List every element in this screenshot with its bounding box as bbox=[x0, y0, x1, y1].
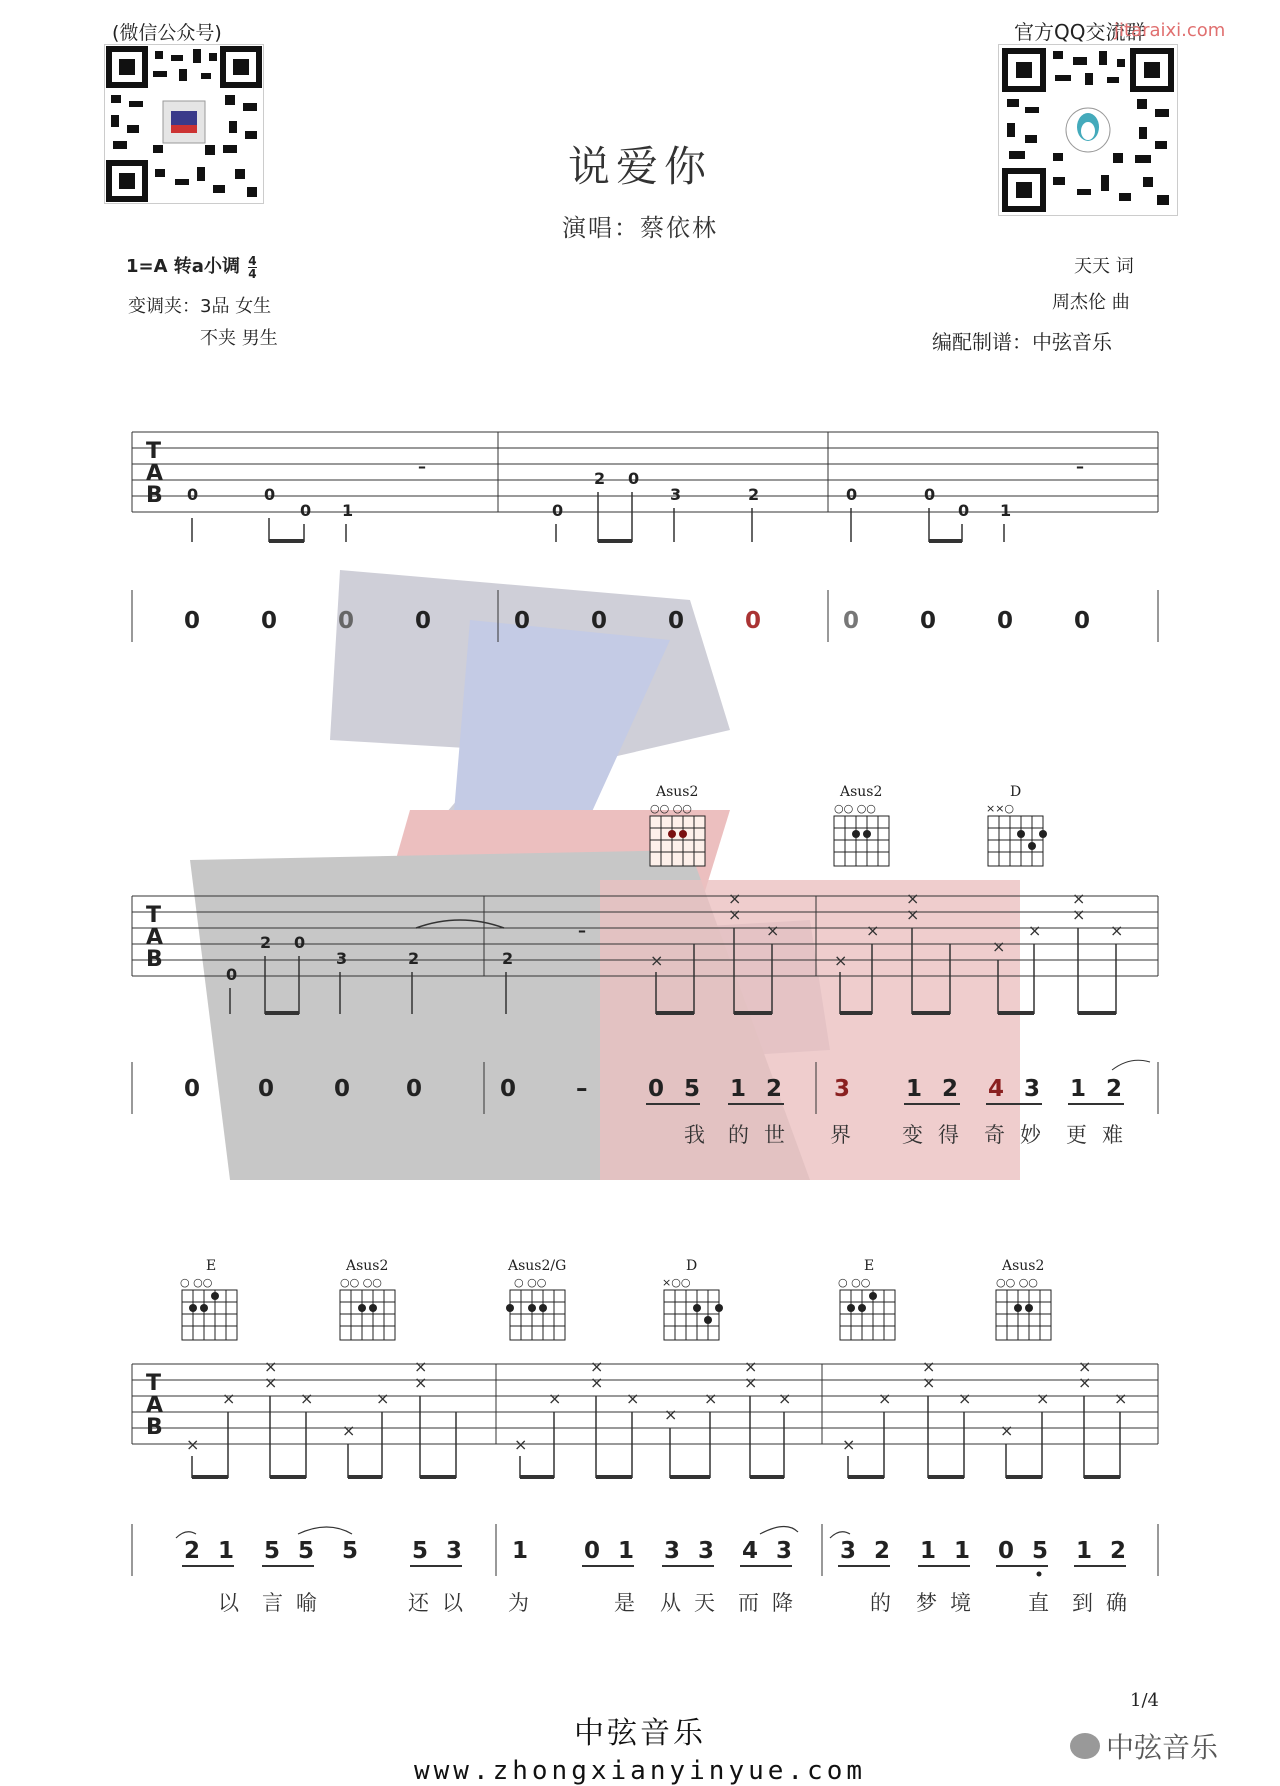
svg-text:–: – bbox=[418, 457, 426, 476]
time-signature bbox=[248, 255, 256, 280]
svg-text:0: 0 bbox=[300, 501, 312, 520]
capo-info-2: 不夹 男生 bbox=[200, 328, 278, 349]
svg-text:3: 3 bbox=[670, 485, 682, 504]
svg-text:○○ ○○: ○○ ○○ bbox=[650, 802, 692, 815]
tab-letters: B bbox=[146, 947, 163, 972]
lyric: 直 bbox=[1028, 1591, 1049, 1615]
numbered-notation-2 bbox=[184, 1076, 1122, 1102]
chord-diagrams-row-3 bbox=[0, 1254, 1280, 1344]
svg-text:×: × bbox=[922, 1373, 936, 1392]
lyric: 是 bbox=[614, 1591, 635, 1615]
svg-text:×: × bbox=[728, 905, 742, 924]
numbered-notation-1 bbox=[184, 608, 1090, 634]
lyricist-credit: 天天 词 bbox=[1074, 256, 1134, 277]
svg-text:2: 2 bbox=[502, 949, 514, 968]
svg-text:1: 1 bbox=[1000, 501, 1012, 520]
lyric: 境 bbox=[950, 1591, 971, 1615]
note: 0 bbox=[338, 608, 355, 634]
svg-text:○ ○○: ○ ○○ bbox=[838, 1276, 871, 1289]
svg-text:×: × bbox=[650, 951, 664, 970]
svg-text:×: × bbox=[342, 1421, 356, 1440]
svg-text:○ ○○: ○ ○○ bbox=[514, 1276, 547, 1289]
lyric: 而 bbox=[738, 1591, 759, 1615]
svg-text:×: × bbox=[842, 1435, 856, 1454]
svg-text:×: × bbox=[222, 1389, 236, 1408]
note: 3 bbox=[664, 1538, 681, 1564]
lyric: 降 bbox=[772, 1591, 793, 1615]
note: 1 bbox=[618, 1538, 635, 1564]
note: 4 bbox=[742, 1538, 759, 1564]
svg-text:×: × bbox=[922, 1357, 936, 1376]
lyric: 喻 bbox=[296, 1591, 317, 1615]
svg-text:×: × bbox=[1028, 921, 1042, 940]
svg-text:×: × bbox=[664, 1405, 678, 1424]
tab-letters: B bbox=[146, 1415, 163, 1440]
singer-credit: 演唱：蔡依林 bbox=[562, 214, 718, 242]
key-label: 1=A 转a小调 bbox=[126, 256, 240, 277]
svg-text:×: × bbox=[704, 1389, 718, 1408]
note: 0 bbox=[514, 608, 531, 634]
numbered-notation-3 bbox=[184, 1538, 1126, 1564]
svg-text:○○ ○○: ○○ ○○ bbox=[834, 802, 876, 815]
svg-text:×: × bbox=[1072, 905, 1086, 924]
svg-text:0: 0 bbox=[628, 469, 640, 488]
wechat-icon bbox=[1070, 1733, 1100, 1759]
chord-name: E bbox=[864, 1258, 875, 1274]
note: – bbox=[576, 1076, 588, 1102]
lyric: 天 bbox=[694, 1591, 715, 1615]
svg-text:2: 2 bbox=[594, 469, 606, 488]
svg-text:0: 0 bbox=[187, 485, 199, 504]
svg-text:×: × bbox=[626, 1389, 640, 1408]
time-sig-bottom: 4 bbox=[248, 266, 257, 281]
note: 1 bbox=[954, 1538, 971, 1564]
svg-text:×: × bbox=[1072, 889, 1086, 908]
tab-letters: T bbox=[146, 903, 162, 928]
svg-text:×: × bbox=[300, 1389, 314, 1408]
note: 0 bbox=[500, 1076, 517, 1102]
note: 1 bbox=[906, 1076, 923, 1102]
svg-text:○○ ○○: ○○ ○○ bbox=[340, 1276, 382, 1289]
svg-text:×: × bbox=[264, 1373, 278, 1392]
svg-text:×: × bbox=[728, 889, 742, 908]
tab-system-2 bbox=[0, 884, 1280, 1174]
note: 0 bbox=[334, 1076, 351, 1102]
tab-letters: A bbox=[146, 1393, 164, 1418]
key-signature bbox=[126, 252, 257, 280]
note: 2 bbox=[942, 1076, 959, 1102]
lyrics-line-3 bbox=[218, 1591, 1127, 1615]
tab-letters: A bbox=[146, 925, 164, 950]
lyric: 到 bbox=[1072, 1591, 1093, 1615]
note: 0 bbox=[184, 1076, 201, 1102]
lyric: 的 bbox=[870, 1591, 891, 1615]
song-title: 说爱你 bbox=[567, 142, 712, 191]
svg-text:×: × bbox=[1078, 1373, 1092, 1392]
composer-credit: 周杰伦 曲 bbox=[1052, 292, 1130, 313]
lyric: 世 bbox=[764, 1123, 785, 1147]
note: 4 bbox=[988, 1076, 1005, 1102]
svg-text:0: 0 bbox=[294, 933, 306, 952]
note: 3 bbox=[1024, 1076, 1041, 1102]
chord-e-diagram bbox=[180, 1258, 237, 1340]
chord-name: Asus2 bbox=[1002, 1258, 1045, 1274]
capo-info-1: 变调夹：3品 女生 bbox=[128, 296, 272, 317]
lyric: 界 bbox=[830, 1123, 851, 1147]
lyric: 确 bbox=[1106, 1591, 1127, 1615]
chord-name: Asus2 bbox=[656, 784, 699, 800]
note: 5 bbox=[342, 1538, 359, 1564]
qq-group-label: 官方QQ交流群 bbox=[1014, 20, 1146, 44]
svg-text:×: × bbox=[590, 1357, 604, 1376]
note: 1 bbox=[218, 1538, 235, 1564]
chord-name: D bbox=[686, 1258, 698, 1274]
svg-text:×: × bbox=[414, 1357, 428, 1376]
note: 3 bbox=[698, 1538, 715, 1564]
note: 0 bbox=[648, 1076, 665, 1102]
lyric: 奇 bbox=[984, 1123, 1005, 1147]
note: 1 bbox=[512, 1538, 529, 1564]
svg-text:×: × bbox=[906, 905, 920, 924]
lyric: 为 bbox=[508, 1591, 529, 1615]
svg-text:1: 1 bbox=[342, 501, 354, 520]
svg-text:×: × bbox=[744, 1357, 758, 1376]
lyric: 难 bbox=[1102, 1123, 1123, 1147]
note: 1 bbox=[730, 1076, 747, 1102]
chord-asus2-diagram bbox=[650, 784, 705, 866]
lyric: 言 bbox=[262, 1591, 283, 1615]
tab-system-1 bbox=[0, 420, 1280, 660]
lyric: 从 bbox=[660, 1591, 681, 1615]
note: 0 bbox=[261, 608, 278, 634]
svg-text:×: × bbox=[778, 1389, 792, 1408]
tab-letters: T bbox=[146, 1371, 162, 1396]
note: 0 bbox=[1074, 608, 1091, 634]
lyric: 更 bbox=[1066, 1123, 1087, 1147]
chord-asus2-diagram bbox=[996, 1258, 1051, 1340]
strum-x-marks bbox=[650, 889, 1123, 970]
svg-text:0: 0 bbox=[264, 485, 276, 504]
tab-fret-numbers bbox=[226, 921, 586, 984]
note: 0 bbox=[584, 1538, 601, 1564]
tab-letters: A bbox=[146, 461, 164, 486]
lyrics-line-2 bbox=[684, 1123, 1123, 1147]
note: 3 bbox=[834, 1076, 851, 1102]
note: 1 bbox=[1070, 1076, 1087, 1102]
svg-text:×: × bbox=[376, 1389, 390, 1408]
svg-text:2: 2 bbox=[408, 949, 420, 968]
svg-text:×: × bbox=[1000, 1421, 1014, 1440]
svg-text:×: × bbox=[834, 951, 848, 970]
lyric: 以 bbox=[218, 1591, 239, 1615]
svg-text:×: × bbox=[264, 1357, 278, 1376]
chord-d-diagram bbox=[986, 784, 1047, 866]
chord-d-diagram bbox=[662, 1258, 723, 1340]
note: 0 bbox=[591, 608, 608, 634]
footer-brand: 中弦音乐 bbox=[574, 1716, 706, 1751]
note: 5 bbox=[684, 1076, 701, 1102]
footer-url[interactable]: www.zhongxianyinyue.com bbox=[413, 1756, 867, 1786]
note: 5 bbox=[298, 1538, 315, 1564]
svg-text:×: × bbox=[414, 1373, 428, 1392]
svg-text:×: × bbox=[1114, 1389, 1128, 1408]
tab-letters: B bbox=[146, 483, 163, 508]
lyric: 变 bbox=[902, 1123, 923, 1147]
svg-text:×: × bbox=[878, 1389, 892, 1408]
svg-text:0: 0 bbox=[958, 501, 970, 520]
lyric: 妙 bbox=[1020, 1123, 1041, 1147]
svg-text:○ ○○: ○ ○○ bbox=[180, 1276, 213, 1289]
note: 5 bbox=[264, 1538, 281, 1564]
chord-name: Asus2 bbox=[840, 784, 883, 800]
site-watermark: jitaraixi.com bbox=[1114, 20, 1226, 41]
lyric: 的 bbox=[728, 1123, 749, 1147]
note: 0 bbox=[920, 608, 937, 634]
chord-name: Asus2/G bbox=[508, 1258, 567, 1274]
note: 1 bbox=[920, 1538, 937, 1564]
lyric: 梦 bbox=[916, 1591, 937, 1615]
svg-text:3: 3 bbox=[336, 949, 348, 968]
svg-text:×: × bbox=[186, 1435, 200, 1454]
svg-text:×○○: ×○○ bbox=[662, 1276, 691, 1289]
note: 2 bbox=[184, 1538, 201, 1564]
svg-text:×: × bbox=[1036, 1389, 1050, 1408]
footer-badge-label: 中弦音乐 bbox=[1106, 1731, 1219, 1764]
chord-asus2-g-diagram bbox=[506, 1258, 566, 1340]
note: 3 bbox=[446, 1538, 463, 1564]
note: 5 bbox=[412, 1538, 429, 1564]
svg-text:–: – bbox=[578, 921, 586, 940]
svg-text:×: × bbox=[1110, 921, 1124, 940]
lyric: 得 bbox=[938, 1123, 959, 1147]
note: 3 bbox=[840, 1538, 857, 1564]
chord-name: D bbox=[1010, 784, 1022, 800]
svg-text:×: × bbox=[744, 1373, 758, 1392]
chord-asus2-diagram bbox=[340, 1258, 395, 1340]
arranger-credit: 编配制谱：中弦音乐 bbox=[932, 330, 1112, 354]
svg-text:×: × bbox=[866, 921, 880, 940]
lyric: 我 bbox=[684, 1123, 705, 1147]
time-sig-top: 4 bbox=[248, 253, 257, 268]
svg-text:×: × bbox=[590, 1373, 604, 1392]
svg-text:×: × bbox=[548, 1389, 562, 1408]
svg-text:2: 2 bbox=[260, 933, 272, 952]
note: 0 bbox=[668, 608, 685, 634]
note: 0 bbox=[843, 608, 860, 634]
svg-text:×: × bbox=[514, 1435, 528, 1454]
lyric: 还 bbox=[408, 1591, 429, 1615]
note: 0 bbox=[415, 608, 432, 634]
svg-text:×: × bbox=[1078, 1357, 1092, 1376]
note: 1 bbox=[1076, 1538, 1093, 1564]
wechat-label: (微信公众号) bbox=[112, 22, 222, 44]
svg-text:0: 0 bbox=[226, 965, 238, 984]
chord-diagrams-row-2 bbox=[0, 780, 1280, 870]
chord-asus2-diagram bbox=[834, 784, 889, 866]
note: 0 bbox=[745, 608, 762, 634]
svg-text:×: × bbox=[958, 1389, 972, 1408]
note: 0 bbox=[406, 1076, 423, 1102]
note: 0 bbox=[998, 1538, 1015, 1564]
note: 0 bbox=[997, 608, 1014, 634]
note: 2 bbox=[766, 1076, 783, 1102]
note: 2 bbox=[1110, 1538, 1127, 1564]
tab-system-3 bbox=[0, 1352, 1280, 1632]
note: 0 bbox=[184, 608, 201, 634]
note: 3 bbox=[776, 1538, 793, 1564]
page-number: 1/4 bbox=[1130, 1690, 1159, 1711]
svg-text:0: 0 bbox=[846, 485, 858, 504]
chord-e-diagram bbox=[838, 1258, 895, 1340]
svg-text:–: – bbox=[1076, 457, 1084, 476]
chord-name: Asus2 bbox=[346, 1258, 389, 1274]
svg-text:0: 0 bbox=[552, 501, 564, 520]
strum-x-marks bbox=[186, 1357, 1127, 1454]
tab-letters: T bbox=[146, 439, 162, 464]
footer-badge bbox=[1070, 1726, 1218, 1766]
note: 2 bbox=[1106, 1076, 1123, 1102]
svg-text:××○: ××○ bbox=[986, 802, 1015, 815]
note: 2 bbox=[874, 1538, 891, 1564]
tab-fret-numbers bbox=[187, 457, 1084, 520]
note: 5 bbox=[1032, 1538, 1049, 1564]
svg-text:○○ ○○: ○○ ○○ bbox=[996, 1276, 1038, 1289]
note: 0 bbox=[258, 1076, 275, 1102]
svg-text:×: × bbox=[992, 937, 1006, 956]
svg-text:×: × bbox=[906, 889, 920, 908]
svg-text:2: 2 bbox=[748, 485, 760, 504]
svg-text:0: 0 bbox=[924, 485, 936, 504]
svg-text:×: × bbox=[766, 921, 780, 940]
lyric: 以 bbox=[442, 1591, 463, 1615]
chord-name: E bbox=[206, 1258, 217, 1274]
